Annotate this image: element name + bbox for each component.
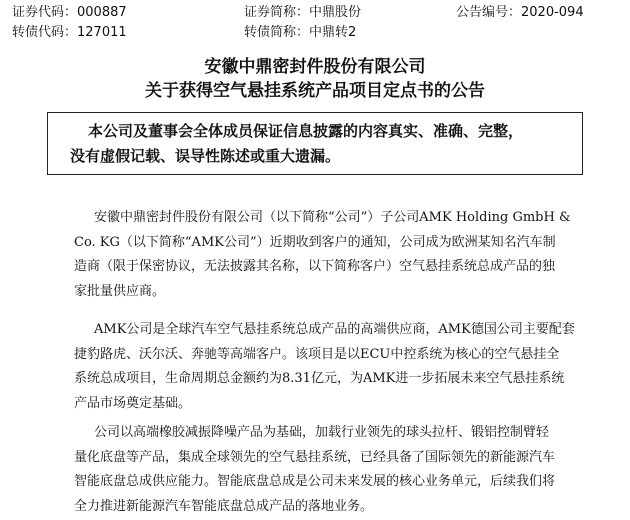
paragraph-line: 公司以高端橡胶减振降噪产品为基础，加载行业领先的球头拉杆、锻铝控制臂轻 xyxy=(94,425,550,440)
paragraph-line: 捷豹路虎、沃尔沃、奔驰等高端客户。该项目是以ECU中控系统为核心的空气悬挂全 xyxy=(74,346,560,362)
paragraph-3 xyxy=(74,421,574,519)
header-row-1 xyxy=(0,3,630,23)
paragraph-1 xyxy=(74,206,574,304)
paragraph-line: 家批量供应商。 xyxy=(74,283,166,299)
paragraph-line: Co. KG（以下简称“AMK公司”）近期收到客户的通知，公司成为欧洲某知名汽车制 xyxy=(74,234,556,250)
notice-line-1: 本公司及董事会全体成员保证信息披露的内容真实、准确、完整， xyxy=(88,122,524,140)
paragraph-line: 产品市场奠定基础。 xyxy=(74,395,192,411)
paragraph-line: 量化底盘等产品，集成全球领先的空气悬挂系统，已经具备了国际领先的新能源汽车 xyxy=(74,449,556,465)
paragraph-line: 全力推进新能源汽车智能底盘总成产品的落地业务。 xyxy=(74,498,374,514)
disclosure-notice-box xyxy=(47,112,583,175)
notice-line-2: 没有虚假记载、误导性陈述或重大遗漏。 xyxy=(70,147,341,165)
header-row-2 xyxy=(0,23,630,43)
paragraph-line: 造商（限于保密协议，无法披露其名称，以下简称客户）空气悬挂系统总成产品的独 xyxy=(74,259,556,274)
announcement-title: 关于获得空气悬挂系统产品项目定点书的公告 xyxy=(145,81,485,101)
bond-code: 转债代码：127011 xyxy=(12,25,127,40)
stock-code: 证券代码：000887 xyxy=(12,5,127,20)
paragraph-2 xyxy=(74,318,574,416)
paragraph-line: 安徽中鼎密封件股份有限公司（以下简称“公司”）子公司AMK Holding GmbH & xyxy=(94,210,571,225)
paragraph-line: AMK公司是全球汽车空气悬挂系统总成产品的高端供应商，AMK德国公司主要配套 xyxy=(94,322,575,337)
bond-abbr: 转债简称：中鼎转2 xyxy=(244,25,357,40)
paragraph-line: 智能底盘总成供应能力。智能底盘总成是公司未来发展的核心业务单元，后续我们将 xyxy=(74,474,556,489)
company-title: 安徽中鼎密封件股份有限公司 xyxy=(204,57,426,77)
paragraph-line: 系统总成项目，生命周期总金额约为8.31亿元，为AMK进一步拓展未来空气悬挂系统 xyxy=(74,371,565,386)
announcement-number: 公告编号：2020-094 xyxy=(456,5,584,20)
stock-abbr: 证券简称：中鼎股份 xyxy=(244,5,362,20)
